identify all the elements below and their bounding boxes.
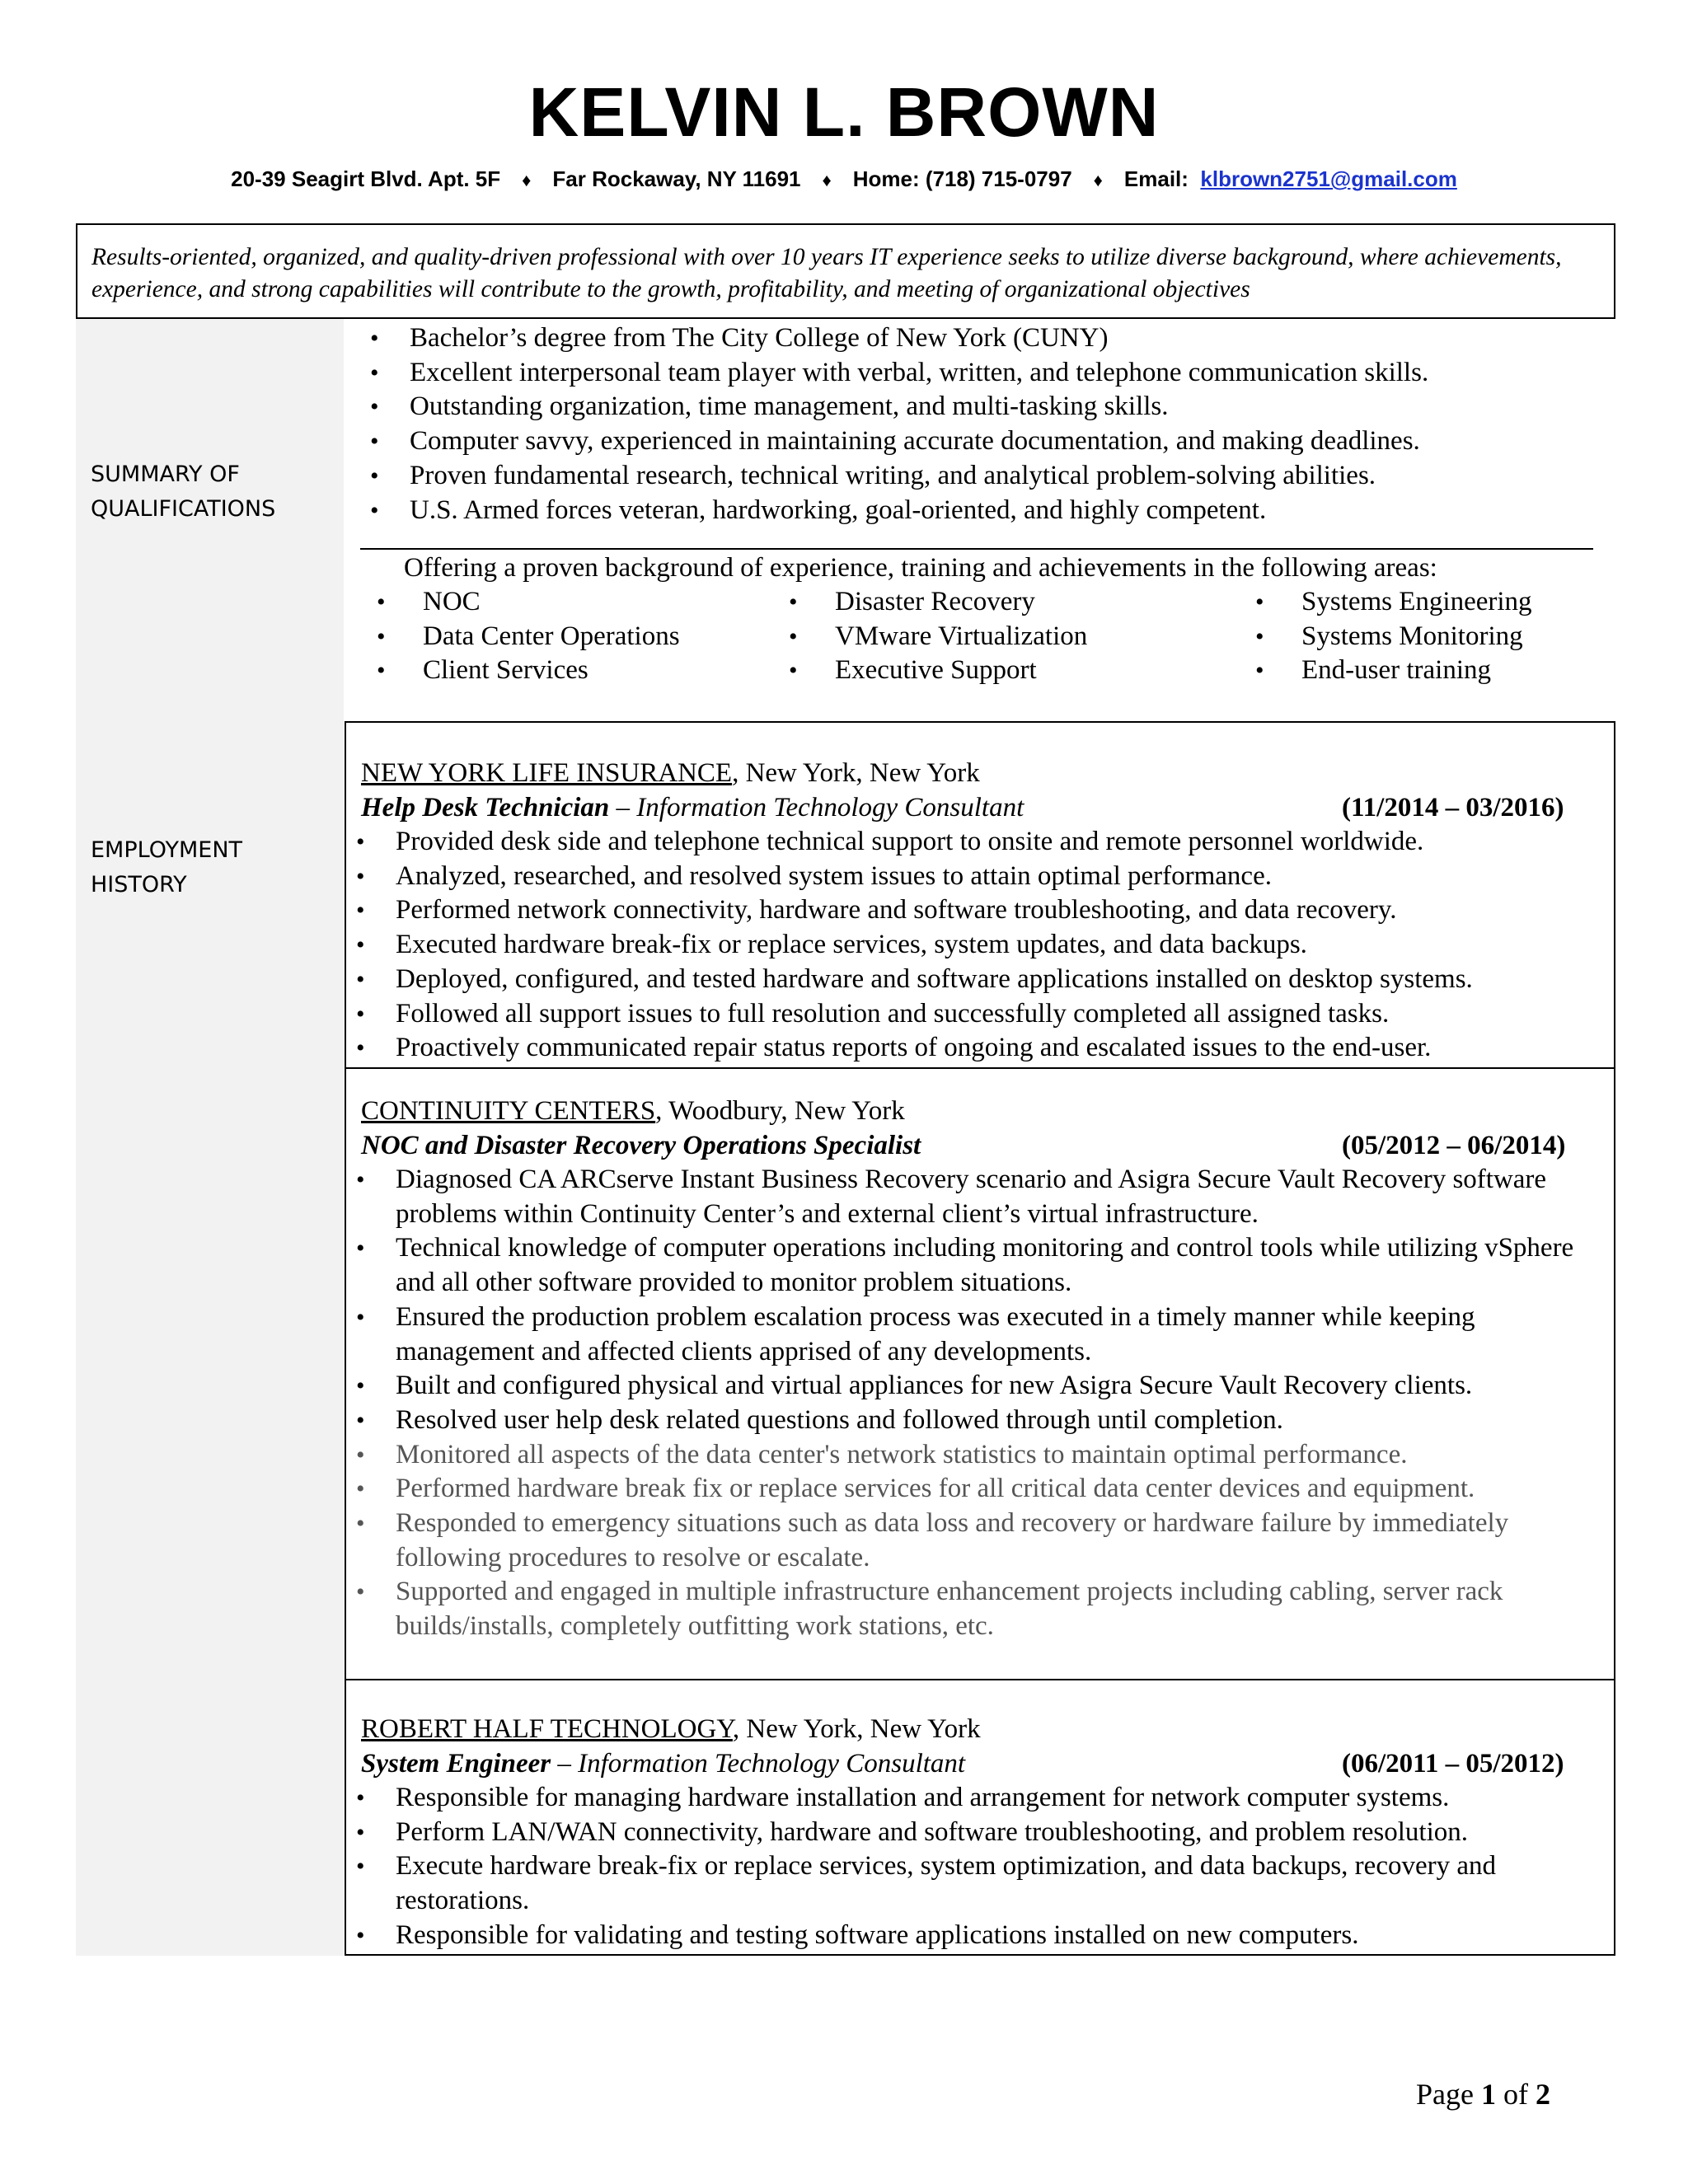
areas-title: Offering a proven background of experience, training and achievements in the following areas: <box>404 553 1437 583</box>
list-item: • Disaster Recovery <box>772 585 1239 620</box>
page-of: of <box>1495 2078 1536 2111</box>
list-item: • Provided desk side and telephone technical support to onsite and remote personnel worldwide. <box>346 825 1614 860</box>
list-item: • Diagnosed CA ARCserve Instant Business Recovery scenario and Asigra Secure Vault Recovery software problems within Continuity Center’s and external client’s virtual infrastructure. <box>346 1163 1614 1231</box>
list-item: • Systems Engineering <box>1239 585 1597 620</box>
diamond-separator-icon: ♦ <box>822 170 832 190</box>
list-item: • Perform LAN/WAN connectivity, hardware and software troubleshooting, and problem resolution. <box>346 1816 1614 1850</box>
job-entry <box>345 1067 1615 1680</box>
list-item: • Performed network connectivity, hardware and software troubleshooting, and data recovery. <box>346 893 1614 928</box>
job-entry <box>345 1679 1615 1956</box>
company-line <box>361 756 1614 790</box>
job-title-line <box>361 1128 1614 1163</box>
job-bullets <box>346 1163 1614 1644</box>
list-item: • Monitored all aspects of the data center's network statistics to maintain optimal performance. <box>346 1438 1614 1473</box>
list-item: • Bachelor’s degree from The City College of New York (CUNY) <box>360 321 1613 356</box>
job-bullets <box>346 1781 1614 1953</box>
list-item: • Deployed, configured, and tested hardware and software applications installed on desktop systems. <box>346 963 1614 997</box>
page-total: 2 <box>1535 2078 1550 2111</box>
list-item: • Systems Monitoring <box>1239 620 1597 654</box>
email-label: Email: <box>1123 166 1189 191</box>
list-item: • Proven fundamental research, technical writing, and analytical problem-solving abilities. <box>360 459 1613 494</box>
employment-label-line1: EMPLOYMENT <box>91 837 243 863</box>
list-item: • Built and configured physical and virtual appliances for new Asigra Secure Vault Recovery clients. <box>346 1369 1614 1404</box>
list-item: • Technical knowledge of computer operations including monitoring and control tools while utilizing vSphere and all other software provided to monitor problem situations. <box>346 1231 1614 1300</box>
areas-grid <box>360 585 1597 688</box>
list-item: • Computer savvy, experienced in maintaining accurate documentation, and making deadlines. <box>360 424 1613 459</box>
diamond-separator-icon: ♦ <box>522 170 532 190</box>
areas-column-2 <box>772 585 1239 688</box>
job-bullets <box>346 825 1614 1066</box>
list-item: • Analyzed, researched, and resolved system issues to attain optimal performance. <box>346 860 1614 894</box>
list-item: • Responsible for validating and testing software applications installed on new computers. <box>346 1919 1614 1953</box>
city: Far Rockaway, NY 11691 <box>552 166 801 191</box>
objective-text: Results-oriented, organized, and quality-driven professional with over 10 years IT experience seeks to utilize diverse background, where achievements, experience, and strong capabilities will contribute to the growth, profitability, and meeting of organizational objectives <box>91 244 1562 302</box>
objective-box <box>76 223 1615 319</box>
list-item: • Ensured the production problem escalation process was executed in a timely manner while keeping management and affected clients apprised of any developments. <box>346 1301 1614 1369</box>
job-entry <box>345 721 1615 1069</box>
list-item: • Proactively communicated repair status reports of ongoing and escalated issues to the end-user. <box>346 1031 1614 1066</box>
company-location: , New York, New York <box>732 758 980 788</box>
list-item: • Responsible for managing hardware installation and arrangement for network computer systems. <box>346 1781 1614 1816</box>
diamond-separator-icon: ♦ <box>1093 170 1103 190</box>
job-role-desc: – Information Technology Consultant <box>551 1749 966 1779</box>
company-location: , Woodbury, New York <box>655 1096 905 1126</box>
summary-label-line1: SUMMARY OF <box>91 462 240 487</box>
summary-sidebar <box>76 319 344 721</box>
job-dates: (05/2012 – 06/2014) <box>1342 1131 1566 1160</box>
company-name: ROBERT HALF TECHNOLOGY <box>361 1714 733 1744</box>
list-item: • Execute hardware break-fix or replace services, system optimization, and data backups, recovery and restorations. <box>346 1849 1614 1918</box>
areas-column-3 <box>1239 585 1597 688</box>
list-item: • Followed all support issues to full resolution and successfully completed all assigned tasks. <box>346 997 1614 1032</box>
resume-name: KELVIN L. BROWN <box>528 73 1160 151</box>
employment-label-line2: HISTORY <box>91 872 187 898</box>
company-location: , New York, New York <box>732 1714 981 1744</box>
contact-line <box>0 165 1688 194</box>
list-item: • Excellent interpersonal team player with verbal, written, and telephone communication skills. <box>360 356 1613 391</box>
list-item: • Performed hardware break fix or replace services for all critical data center devices and equipment. <box>346 1472 1614 1507</box>
list-item: • VMware Virtualization <box>772 620 1239 654</box>
company-line <box>361 1094 1614 1128</box>
page-current: 1 <box>1480 2078 1496 2111</box>
summary-list <box>360 321 1613 527</box>
job-dates: (11/2014 – 03/2016) <box>1342 793 1564 823</box>
job-role: System Engineer <box>361 1749 551 1779</box>
list-item: • NOC <box>360 585 772 620</box>
list-item: • Responded to emergency situations such as data loss and recovery or hardware failure by immediately following procedures to resolve or escalate. <box>346 1507 1614 1575</box>
employment-sidebar <box>76 721 344 1956</box>
job-role: Help Desk Technician <box>361 793 610 823</box>
page-word: Page <box>1416 2078 1481 2111</box>
list-item: • Supported and engaged in multiple infrastructure enhancement projects including cabling, server rack builds/installs, completely outfitting work stations, etc. <box>346 1575 1614 1643</box>
company-name: CONTINUITY CENTERS <box>361 1096 656 1126</box>
email-link[interactable]: klbrown2751@gmail.com <box>1200 166 1457 191</box>
list-item: • U.S. Armed forces veteran, hardworking, goal-oriented, and highly competent. <box>360 494 1613 528</box>
company-name: NEW YORK LIFE INSURANCE <box>361 758 733 788</box>
list-item: • Executed hardware break-fix or replace services, system updates, and data backups. <box>346 928 1614 963</box>
job-dates: (06/2011 – 05/2012) <box>1342 1749 1564 1779</box>
address: 20-39 Seagirt Blvd. Apt. 5F <box>231 166 501 191</box>
list-item: • Executive Support <box>772 654 1239 688</box>
list-item: • Client Services <box>360 654 772 688</box>
list-item: • Resolved user help desk related questions and followed through until completion. <box>346 1404 1614 1438</box>
list-item: • Data Center Operations <box>360 620 772 654</box>
job-title-line <box>361 1746 1614 1781</box>
list-item: • End-user training <box>1239 654 1597 688</box>
summary-label-line2: QUALIFICATIONS <box>91 496 276 522</box>
summary-section <box>360 321 1613 527</box>
job-title-line <box>361 790 1614 825</box>
list-item: • Outstanding organization, time management, and multi-tasking skills. <box>360 390 1613 424</box>
divider <box>360 548 1593 550</box>
areas-column-1 <box>360 585 772 688</box>
company-line <box>361 1712 1614 1746</box>
phone: Home: (718) 715-0797 <box>852 166 1072 191</box>
job-role-desc: – Information Technology Consultant <box>609 793 1025 823</box>
page-number <box>1416 2075 1550 2113</box>
job-role: NOC and Disaster Recovery Operations Specialist <box>361 1131 921 1160</box>
